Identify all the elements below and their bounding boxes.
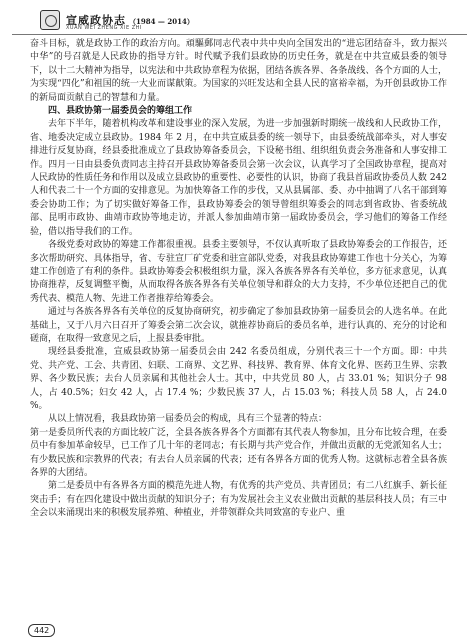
body-paragraph: 现经县委批准，宣威县政协第一届委员会由 242 名委员组成，分别代表三十一个方面。即：中共党、共产党、工会、共青团、妇联、工商界、文艺界、科技界、教育界、体育文化界、医药卫生界、宗教界、各少数民族；去台人员亲属和其他社会人士。其中，中共党员 80 人，占 33.01 %；知识分子 98 人，占 40.5%；妇女 42 人，占 17.4 %；少数民族 37 人，占 15.03 %；科技人员 58 人，占 24.0 %。	[30, 347, 447, 411]
body-paragraph: 去年下半年，随着机构改革和建设事业的深入发展，为进一步加强新时期统一战线和人民政协工作，省、地委决定成立县政协。1984 年 2 月，在中共宣威县委的统一领导下，由县委统战部牵头，对人事安排进行反复协商，经县委批准成立了县政协筹备委员会，下设秘书组、组织组负责会务准备和人事安排工作。四月一日由县委负责同志主持召开县政协筹备委员会第一次会议，认真学习了全国政协章程，提高对人民政协的性质任务和作用以及成立县政协的重要性、必要性的认识，协商了我县首届政协委员人数 242 人和代表二十一个方面的安排意见。为加快筹备工作的步伐，又从县属部、委、办中抽调了八名干部到筹委会协助工作；为了切实做好筹备工作，县政协筹委会的领导曾组织筹委会的同志到省政协、省委统战部、昆明市政协、曲靖市政协等地走访，并派人参加曲靖市第一届政协委员会，学习他们的筹备工作经验，借以指导我们的工作。	[30, 119, 447, 237]
body-paragraph: 通过与各族各界各有关单位的反复协商研究，初步确定了参加县政协第一届委员会的人选名单。在此基础上，又于八月六日召开了筹委会第二次会议，就推荐协商后的委员名单，进行认真的、充分的讨论和磋商，在取得一致意见之后，上报县委审批。	[30, 307, 447, 344]
body-paragraph: 从以上情况看，我县政协第一届委员会的构成，具有三个显著的特点：	[48, 414, 328, 425]
book-title: 宣威政协志	[66, 14, 126, 27]
emblem-icon	[40, 10, 60, 30]
body-paragraph: 第二是委员中有各界各方面的模范先进人物，有优秀的共产党员、共青团员；有二八红旗手、新长征突击手；有在四化建设中做出贡献的知识分子；有为发展社会主义农业做出贡献的基层科技人员；有三中全会以来涌现出来的积极发展养殖、种植业，并带领群众共同致富的专业户、重	[30, 481, 447, 519]
running-header	[12, 6, 467, 35]
header-pinyin: XUAN WEI ZHENG XIE ZHI	[66, 25, 142, 31]
body-text	[30, 38, 447, 521]
page-number: 442	[28, 624, 55, 637]
body-paragraph: 第一是委员所代表的方面比较广泛，全县各族各界各个方面都有其代表人物参加，且分布比较合理，在委员中有参加革命较早，已工作了几十年的老同志；有长期与共产党合作，并做出贡献的无党派知名人士；有少数民族和宗教界的代表；有去台人员亲属的代表；还有各界各方面的优秀人物。这就标志着全县各族各界的大团结。	[30, 427, 447, 478]
section-heading: 四、县政协第一届委员会的筹组工作	[48, 106, 193, 117]
book-years: （1984 — 2014）	[129, 17, 194, 26]
body-paragraph: 奋斗目标，就是政协工作的政治方向。頑驅郵同志代表中共中央向全国发出的“进忘团结奋斗，致力振兴中华”的号召就是人民政协的指导方针。时代赋予我们县政协的历史任务，就是在中共宣威县委的领导下，以十二大精神为指导，以宪法和中共政协章程为依据，团结各族各界、各条战线、各个方面的人士，为实现“四化”和祖国的统一大业而谋献策。为国家的兴旺发达和全县人民的富裕幸福，为开创县政协工作的新局面贡献自己的智慧和力量。	[30, 39, 447, 103]
body-paragraph: 各级党委对政协的筹建工作都很重视。县委主要领导，不仅认真听取了县政协筹委会的工作报告，还多次帮助研究、具体指导，省、专驻宣厂矿党委和驻宣部队党委，对我县政协筹建工作也十分关心，为筹建工作创造了有利的条件。县政协筹委会积极组织力量，深入各族各界各有关单位，多方征求意见，认真协商推荐，反复调整平衡，从而取得各族各界各有关单位领导和群众的大力支持，不少单位还把自己的优秀代表、模范人物、先进工作者推荐给筹委会。	[30, 240, 447, 304]
